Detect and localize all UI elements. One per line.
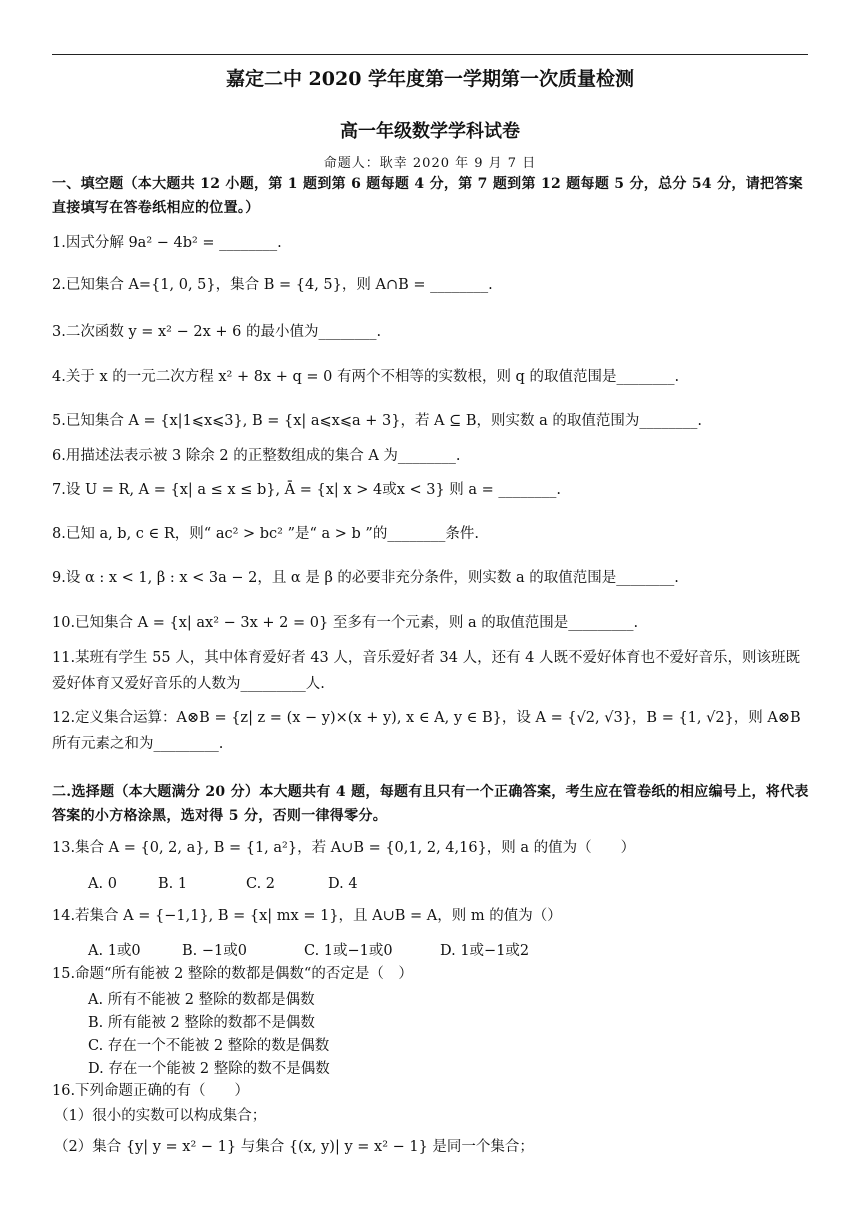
q15-option-a: A. 所有不能被 2 整除的数都是偶数 xyxy=(88,992,315,1008)
question-10: 10.已知集合 A = {x| ax² − 3x + 2 = 0} 至多有一个元素，则 a 的取值范围是_________. xyxy=(52,615,639,631)
question-11: 11.某班有学生 55 人，其中体育爱好者 43 人，音乐爱好者 34 人，还有 4 人既不爱好体育也不爱好音乐，则该班既爱好体育又爱好音乐的人数为_________人. xyxy=(52,650,801,692)
question-2: 2.已知集合 A={1, 0, 5}，集合 B = {4, 5}，则 A∩B = ________. xyxy=(52,277,493,293)
exam-title: 嘉定二中 2020 学年度第一学期第一次质量检测 xyxy=(225,68,635,90)
q14-option-b: B. −1或0 xyxy=(182,943,247,959)
q13-option-c: C. 2 xyxy=(246,876,276,892)
question-6: 6.用描述法表示被 3 除余 2 的正整数组成的集合 A 为________. xyxy=(52,448,461,464)
question-5: 5.已知集合 A = {x|1⩽x⩽3}, B = {x| a⩽x⩽a + 3}，若 A ⊆ B，则实数 a 的取值范围为________. xyxy=(52,413,703,429)
q14-option-d: D. 1或−1或2 xyxy=(440,943,530,959)
section-2-heading: 二.选择题（本大题满分 20 分）本大题共有 4 题，每题有且只有一个正确答案，考生应在管卷纸的相应编号上，将代表答案的小方格涂黑，选对得 5 分，否则一律得零分。 xyxy=(52,784,809,824)
q16-item-1: （1）很小的实数可以构成集合； xyxy=(54,1108,267,1124)
question-9: 9.设 α : x < 1, β : x < 3a − 2，且 α 是 β 的必要非充分条件，则实数 a 的取值范围是________. xyxy=(52,570,679,586)
q13-option-d: D. 4 xyxy=(328,876,358,892)
q13-option-b: B. 1 xyxy=(158,876,188,892)
q14-option-c: C. 1或−1或0 xyxy=(304,943,393,959)
question-1: 1.因式分解 9a² − 4b² = ________. xyxy=(52,235,282,251)
question-15: 15.命题“所有能被 2 整除的数都是偶数“的否定是（ ） xyxy=(52,966,413,982)
question-16: 16.下列命题正确的有（ ） xyxy=(52,1083,250,1099)
section-1-heading: 一、填空题（本大题共 12 小题，第 1 题到第 6 题每题 4 分，第 7 题到第 12 题每题 5 分，总分 54 分，请把答案直接填写在答卷纸相应的位置。） xyxy=(52,176,803,216)
q15-option-b: B. 所有能被 2 整除的数都不是偶数 xyxy=(88,1015,315,1031)
question-8: 8.已知 a, b, c ∈ R，则“ ac² > bc² ”是“ a > b ”的________条件. xyxy=(52,526,479,542)
q15-option-c: C. 存在一个不能被 2 整除的数是偶数 xyxy=(88,1038,330,1054)
q15-option-d: D. 存在一个能被 2 整除的数不是偶数 xyxy=(88,1061,330,1077)
question-12: 12.定义集合运算：A⊗B = {z| z = (x − y)×(x + y), x ∈ A, y ∈ B}，设 A = {√2, √3}，B = {1, √2}，则 A⊗B 所有元素之和为_________. xyxy=(52,710,801,752)
q13-option-a: A. 0 xyxy=(88,876,117,892)
q14-option-a: A. 1或0 xyxy=(88,943,141,959)
q16-item-2: （2）集合 {y| y = x² − 1} 与集合 {(x, y)| y = x² − 1} 是同一个集合； xyxy=(54,1139,534,1155)
question-13: 13.集合 A = {0, 2, a}, B = {1, a²}，若 A∪B = {0,1, 2, 4,16}，则 a 的值为（ ） xyxy=(52,840,636,856)
question-3: 3.二次函数 y = x² − 2x + 6 的最小值为________. xyxy=(52,324,382,340)
author-line: 命题人：耿幸 2020 年 9 月 7 日 xyxy=(323,156,537,171)
question-7: 7.设 U = R, A = {x| a ≤ x ≤ b}, Ā = {x| x > 4或x < 3} 则 a = ________. xyxy=(52,482,562,498)
question-4: 4.关于 x 的一元二次方程 x² + 8x + q = 0 有两个不相等的实数根，则 q 的取值范围是________. xyxy=(52,369,680,385)
exam-subtitle: 高一年级数学学科试卷 xyxy=(340,121,520,142)
question-14: 14.若集合 A = {−1,1}, B = {x| mx = 1}，且 A∪B = A，则 m 的值为（） xyxy=(52,908,562,924)
top-rule xyxy=(52,54,808,55)
